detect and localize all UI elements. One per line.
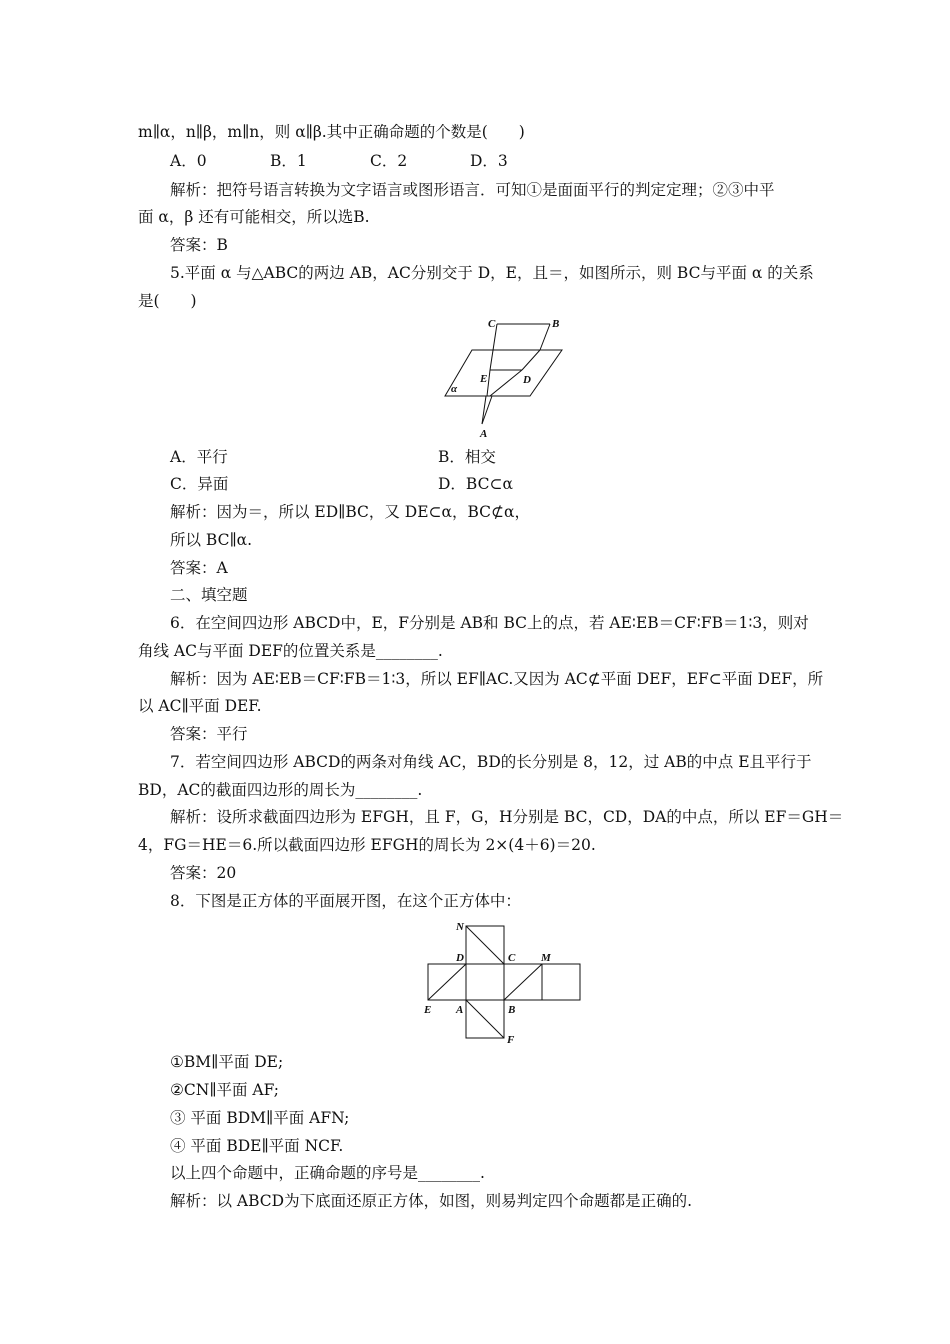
label-b: B — [508, 1004, 516, 1016]
q5-analysis-1: 解析：因为＝，所以 ED∥BC，又 DE⊂α，BC⊄α， — [170, 503, 530, 521]
q4-analysis-2: 面 α，β 还有可能相交，所以选B. — [138, 208, 370, 226]
q4-option-a: A．0 — [170, 152, 207, 170]
q7-stem-2: BD，AC的截面四边形的周长为________. — [138, 781, 423, 799]
label-a: A — [480, 428, 488, 440]
q4-answer: 答案：B — [170, 236, 228, 254]
diagonal-bm — [504, 964, 542, 1000]
q7-analysis-1: 解析：设所求截面四边形为 EFGH，且 F，G，H分别是 BC，CD，DA的中点，所以 EF＝GH＝ — [170, 808, 844, 826]
segment-bd-lower — [522, 350, 540, 370]
segment-ce-upper — [490, 324, 497, 370]
segment-da-upper — [490, 370, 522, 396]
q4-option-c: C．2 — [370, 152, 408, 170]
label-e: E — [480, 373, 488, 385]
label-n: N — [456, 921, 464, 933]
net-square-center — [466, 964, 504, 1000]
q4-analysis-1: 解析：把符号语言转换为文字语言或图形语言．可知①是面面平行的判定定理；②③中平 — [170, 181, 775, 199]
q5-option-c: C．异面 — [170, 475, 229, 493]
q5-stem-2: 是( ) — [138, 292, 197, 310]
label-b: B — [552, 318, 560, 330]
net-square-right-2 — [542, 964, 580, 1000]
plane-triangle-figure — [440, 312, 570, 442]
q5-option-b: B．相交 — [438, 448, 496, 466]
q7-analysis-2: 4，FG＝HE＝6.所以截面四边形 EFGH的周长为 2×(4＋6)＝20. — [138, 836, 596, 854]
diagonal-nc — [466, 926, 504, 964]
q6-analysis-2: 以 AC∥平面 DEF. — [138, 697, 262, 715]
q4-option-b: B．1 — [270, 152, 307, 170]
diagonal-af — [466, 1000, 504, 1038]
cube-net-figure — [418, 918, 588, 1048]
label-alpha: α — [451, 383, 458, 395]
q6-answer: 答案：平行 — [170, 725, 248, 743]
label-f: F — [507, 1034, 515, 1046]
label-m: M — [541, 952, 551, 964]
q4-stem-end: m∥α，n∥β，m∥n，则 α∥β.其中正确命题的个数是( ) — [138, 123, 525, 141]
q5-analysis-2: 所以 BC∥α. — [170, 531, 253, 549]
segment-bd-upper — [540, 324, 550, 350]
q7-answer: 答案：20 — [170, 864, 237, 882]
q6-analysis-1: 解析：因为 AE∶EB＝CF∶FB＝1∶3，所以 EF∥AC.又因为 AC⊄平面 DEF，EF⊂平面 DEF，所 — [170, 670, 824, 688]
q5-option-a: A．平行 — [170, 448, 228, 466]
section-title: 二、填空题 — [170, 586, 248, 604]
q8-question: 以上四个命题中，正确命题的序号是________. — [170, 1164, 485, 1182]
q5-option-d: D．BC⊂α — [438, 475, 513, 493]
label-c: C — [508, 952, 516, 964]
q5-answer: 答案：A — [170, 559, 228, 577]
q5-stem-1: 5.平面 α 与△ABC的两边 AB，AC分别交于 D，E，且＝，如图所示，则 BC与平面 α 的关系 — [170, 264, 814, 282]
q8-prop-1: ①BM∥平面 DE; — [170, 1053, 284, 1071]
q7-stem-1: 7．若空间四边形 ABCD的两条对角线 AC，BD的长分别是 8，12，过 AB的中点 E且平行于 — [170, 753, 812, 771]
label-d: D — [456, 952, 464, 964]
label-d: D — [523, 374, 531, 386]
q8-prop-4: ④ 平面 BDE∥平面 NCF. — [170, 1137, 344, 1155]
q8-analysis: 解析：以 ABCD为下底面还原正方体，如图，则易判定四个命题都是正确的. — [170, 1192, 693, 1210]
segment-ea-upper — [487, 370, 490, 396]
label-c: C — [488, 318, 496, 330]
q4-option-d: D．3 — [470, 152, 508, 170]
label-a: A — [456, 1004, 464, 1016]
plane-alpha-shape — [445, 350, 562, 396]
diagonal-ed — [428, 964, 466, 1000]
q8-stem: 8．下图是正方体的平面展开图，在这个正方体中： — [170, 892, 521, 910]
q6-stem-1: 6．在空间四边形 ABCD中，E，F分别是 AB和 BC上的点，若 AE∶EB＝CF∶FB＝1∶3，则对 — [170, 614, 809, 632]
q6-stem-2: 角线 AC与平面 DEF的位置关系是________. — [138, 642, 443, 660]
q8-prop-3: ③ 平面 BDM∥平面 AFN; — [170, 1109, 350, 1127]
q8-prop-2: ②CN∥平面 AF; — [170, 1081, 280, 1099]
label-e: E — [424, 1004, 432, 1016]
